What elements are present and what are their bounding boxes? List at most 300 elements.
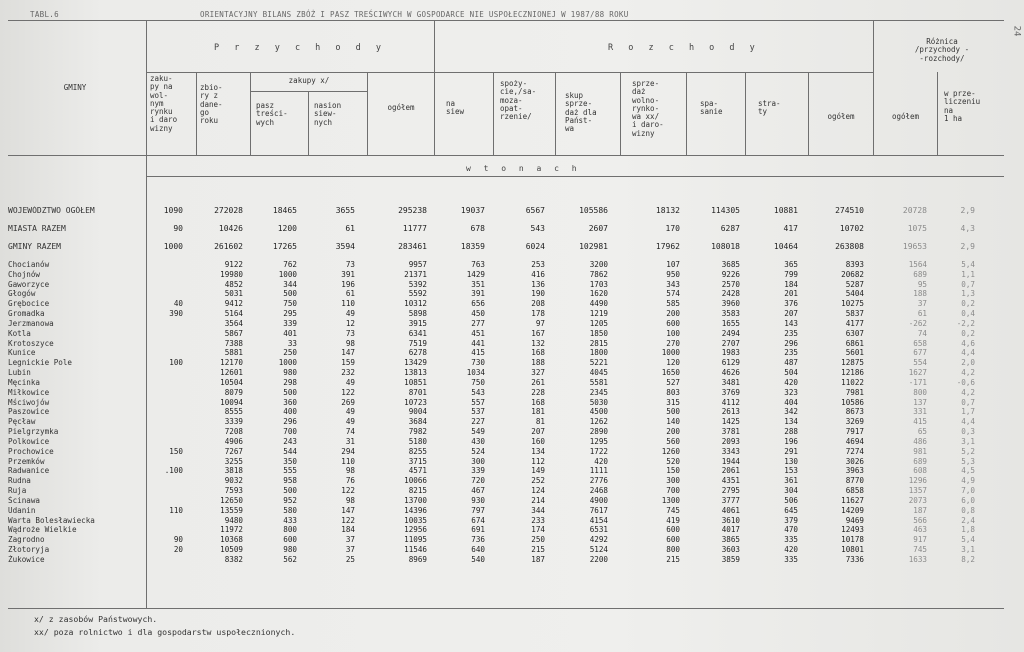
table-cell: 1800 xyxy=(589,348,608,358)
table-cell: 390 xyxy=(169,309,183,319)
table-cell: 451 xyxy=(471,328,485,338)
table-cell: 10723 xyxy=(404,397,427,407)
table-cell: 1219 xyxy=(589,309,608,319)
table-cell: 17962 xyxy=(655,242,680,251)
table-cell: 958 xyxy=(283,476,297,486)
table-cell: 108018 xyxy=(711,242,740,251)
table-cell: 3655 xyxy=(335,206,355,215)
table-cell: 1075 xyxy=(907,224,927,233)
table-cell: 1425 xyxy=(721,417,740,427)
table-cell: 114305 xyxy=(711,206,740,215)
table-cell: 207 xyxy=(531,427,545,437)
table-bottom-rule xyxy=(8,608,1004,609)
table-cell: 168 xyxy=(531,397,545,407)
footnote-2: xx/ poza rolnictwo i dla gospodarstw uspołecznionych. xyxy=(34,627,296,637)
table-cell: 800 xyxy=(283,525,297,535)
table-cell: 585 xyxy=(666,299,680,309)
table-cell: 1296 xyxy=(908,476,927,486)
table-cell: 233 xyxy=(531,515,545,525)
table-cell: 10586 xyxy=(841,397,864,407)
table-cell: 537 xyxy=(471,407,485,417)
table-cell: 487 xyxy=(784,358,798,368)
table-cell: 433 xyxy=(283,515,297,525)
table-cell: 5898 xyxy=(408,309,427,319)
table-cell: 105586 xyxy=(579,206,608,215)
table-cell: 250 xyxy=(283,348,297,358)
table-cell: 149 xyxy=(531,466,545,476)
table-cell: 10801 xyxy=(841,545,864,555)
gmina-name: Radwanice xyxy=(8,466,50,476)
table-cell: 360 xyxy=(283,397,297,407)
table-cell: 19037 xyxy=(460,206,485,215)
table-cell: 450 xyxy=(471,309,485,319)
table-cell: 5,3 xyxy=(961,456,975,466)
table-cell: 720 xyxy=(471,476,485,486)
table-cell: 463 xyxy=(913,525,927,535)
table-cell: -0,6 xyxy=(956,377,975,387)
table-cell: 5404 xyxy=(845,289,864,299)
table-cell: 122 xyxy=(341,515,355,525)
table-cell: 4045 xyxy=(589,368,608,378)
table-cell: 49 xyxy=(345,407,355,417)
table-cell: 296 xyxy=(784,338,798,348)
table-cell: 134 xyxy=(531,446,545,456)
table-cell: 2,4 xyxy=(961,515,975,525)
table-cell: 11546 xyxy=(404,545,427,555)
gmina-name: Kotla xyxy=(8,328,31,338)
gmina-name: Kunice xyxy=(8,348,36,358)
column-rule xyxy=(620,72,621,155)
table-cell: 415 xyxy=(471,348,485,358)
table-cell: 81 xyxy=(535,417,545,427)
table-cell: 184 xyxy=(341,525,355,535)
table-cell: 4154 xyxy=(589,515,608,525)
table-cell: 10094 xyxy=(220,397,243,407)
table-cell: 3255 xyxy=(224,456,243,466)
table-cell: 5581 xyxy=(589,377,608,387)
table-cell: 6129 xyxy=(721,358,740,368)
table-cell: 560 xyxy=(666,436,680,446)
table-cell: 691 xyxy=(471,525,485,535)
table-cell: 3339 xyxy=(224,417,243,427)
table-cell: 981 xyxy=(913,446,927,456)
gmina-name: Grębocice xyxy=(8,299,50,309)
table-cell: 0,2 xyxy=(961,299,975,309)
gmina-name: Męcinka xyxy=(8,377,41,387)
table-cell: 327 xyxy=(531,368,545,378)
table-cell: 283461 xyxy=(398,242,427,251)
table-cell: 762 xyxy=(283,260,297,269)
table-cell: 315 xyxy=(666,397,680,407)
table-cell: 1983 xyxy=(721,348,740,358)
table-cell: 13429 xyxy=(404,358,427,368)
table-cell: 343 xyxy=(666,279,680,289)
column-rule xyxy=(937,72,938,155)
page-number: 24 xyxy=(1011,25,1022,37)
table-cell: 3769 xyxy=(721,387,740,397)
table-cell: 600 xyxy=(666,318,680,328)
table-cell: 2494 xyxy=(721,328,740,338)
gmina-name: MIASTA RAZEM xyxy=(8,224,66,233)
table-cell: 5881 xyxy=(224,348,243,358)
col-header-ogolem-rozchody: ogółem xyxy=(827,112,855,121)
table-cell: 2,9 xyxy=(960,206,975,215)
gmina-name: Legnickie Pole xyxy=(8,358,73,368)
table-cell: 600 xyxy=(666,535,680,545)
table-cell: 2061 xyxy=(721,466,740,476)
table-cell: 4,5 xyxy=(961,466,975,476)
gmina-name: Lubin xyxy=(8,368,31,378)
group-header-przychody: P r z y c h o d y xyxy=(214,43,386,53)
col-header-gminy: GMINY xyxy=(63,83,87,92)
table-cell: 12956 xyxy=(404,525,427,535)
gmina-name: Prochowice xyxy=(8,446,54,456)
table-cell: 3865 xyxy=(721,535,740,545)
table-cell: 4,4 xyxy=(961,348,975,358)
col-header-zbiory: zbio- ry z dane- go roku xyxy=(200,83,223,126)
table-cell: 5124 xyxy=(589,545,608,555)
table-cell: 5592 xyxy=(408,289,427,299)
table-cell: 10426 xyxy=(218,224,243,233)
table-cell: 184 xyxy=(784,279,798,289)
table-cell: 4,2 xyxy=(961,368,975,378)
table-cell: 190 xyxy=(531,289,545,299)
table-cell: 98 xyxy=(345,466,355,476)
table-cell: 227 xyxy=(471,417,485,427)
table-cell: 18465 xyxy=(272,206,297,215)
table-cell: 952 xyxy=(283,495,297,505)
table-cell: 335 xyxy=(784,535,798,545)
table-cell: 2428 xyxy=(721,289,740,299)
table-cell: 339 xyxy=(471,466,485,476)
table-cell: 323 xyxy=(784,387,798,397)
table-cell: 1633 xyxy=(908,554,927,564)
table-cell: 1205 xyxy=(589,318,608,328)
table-cell: 6341 xyxy=(408,328,427,338)
group-header-roznica: Różnica /przychody - -rozchody/ xyxy=(914,37,970,63)
table-cell: 3777 xyxy=(721,495,740,505)
table-cell: 543 xyxy=(471,387,485,397)
col-header-ogolem-przychody: ogółem xyxy=(387,103,415,112)
table-cell: 137 xyxy=(913,397,927,407)
table-cell: 5031 xyxy=(224,289,243,299)
table-cell: 549 xyxy=(471,427,485,437)
table-cell: 401 xyxy=(283,328,297,338)
table-cell: 3026 xyxy=(845,456,864,466)
table-cell: 1000 xyxy=(278,269,297,279)
table-cell: 291 xyxy=(784,446,798,456)
table-cell: 6861 xyxy=(845,338,864,348)
table-cell: 5221 xyxy=(589,358,608,368)
table-cell: 2,0 xyxy=(961,358,975,368)
table-cell: 419 xyxy=(666,515,680,525)
table-cell: 420 xyxy=(594,456,608,466)
table-cell: 730 xyxy=(471,358,485,368)
table-cell: 10851 xyxy=(404,377,427,387)
table-cell: 5,4 xyxy=(961,260,975,269)
table-cell: 3715 xyxy=(408,456,427,466)
przychody-underline xyxy=(146,72,434,73)
table-cell: 208 xyxy=(531,299,545,309)
table-cell: 1300 xyxy=(661,495,680,505)
table-cell: 181 xyxy=(531,407,545,417)
table-cell: 420 xyxy=(784,545,798,555)
table-cell: 1627 xyxy=(908,368,927,378)
table-cell: .100 xyxy=(164,466,183,476)
table-cell: 342 xyxy=(784,407,798,417)
table-cell: 263808 xyxy=(835,242,864,251)
table-cell: 486 xyxy=(913,436,927,446)
table-cell: 4694 xyxy=(845,436,864,446)
table-cell: 640 xyxy=(471,545,485,555)
table-cell: 3594 xyxy=(335,242,355,251)
table-cell: 7336 xyxy=(845,554,864,564)
gmina-name: Gromadka xyxy=(8,309,45,319)
table-cell: 90 xyxy=(173,224,183,233)
gmina-name: Przemków xyxy=(8,456,45,466)
col-header-przeliczenie: w prze- liczeniu na 1 ha xyxy=(944,89,981,123)
table-cell: 658 xyxy=(913,338,927,348)
table-cell: 1295 xyxy=(589,436,608,446)
table-cell: 97 xyxy=(535,318,545,328)
table-cell: 467 xyxy=(471,486,485,496)
table-cell: 2200 xyxy=(589,554,608,564)
table-cell: 3960 xyxy=(721,299,740,309)
table-cell: 500 xyxy=(666,407,680,417)
table-cell: 6,0 xyxy=(961,495,975,505)
table-cell: 37 xyxy=(917,299,927,309)
table-cell: 763 xyxy=(471,260,485,269)
table-cell: 270 xyxy=(666,338,680,348)
gmina-name: Pęcław xyxy=(8,417,36,427)
table-cell: 12170 xyxy=(220,358,243,368)
table-cell: 10464 xyxy=(773,242,798,251)
table-cell: 5837 xyxy=(845,309,864,319)
table-cell: 736 xyxy=(471,535,485,545)
table-cell: 335 xyxy=(784,554,798,564)
table-cell: 6287 xyxy=(720,224,740,233)
gmina-name: Chocianów xyxy=(8,260,50,269)
table-cell: -171 xyxy=(908,377,927,387)
table-cell: 132 xyxy=(531,338,545,348)
gmina-name: Chojnów xyxy=(8,269,41,279)
table-cell: 500 xyxy=(283,289,297,299)
header-bottom-rule xyxy=(8,155,1004,156)
table-cell: 40 xyxy=(173,299,183,309)
table-cell: 295238 xyxy=(398,206,427,215)
col-header-zakupy: zakupy x/ xyxy=(288,76,330,85)
table-cell: 228 xyxy=(531,387,545,397)
table-cell: 3,1 xyxy=(961,545,975,555)
table-cell: 200 xyxy=(666,309,680,319)
table-cell: -262 xyxy=(908,318,927,328)
table-cell: 4500 xyxy=(589,407,608,417)
table-cell: 750 xyxy=(471,377,485,387)
table-cell: 1262 xyxy=(589,417,608,427)
table-cell: 11972 xyxy=(220,525,243,535)
table-cell: 150 xyxy=(666,466,680,476)
table-cell: 470 xyxy=(784,525,798,535)
table-cell: 2776 xyxy=(589,476,608,486)
table-cell: 3818 xyxy=(224,466,243,476)
table-cell: 150 xyxy=(169,446,183,456)
table-cell: 107 xyxy=(666,260,680,269)
table-cell: 2707 xyxy=(721,338,740,348)
col-header-straty: stra- ty xyxy=(758,99,781,117)
table-cell: 160 xyxy=(531,436,545,446)
table-cell: 3583 xyxy=(721,309,740,319)
table-cell: 9032 xyxy=(224,476,243,486)
table-cell: 100 xyxy=(169,358,183,368)
table-cell: 10312 xyxy=(404,299,427,309)
table-cell: 7274 xyxy=(845,446,864,456)
table-cell: 37 xyxy=(345,545,355,555)
table-cell: 9412 xyxy=(224,299,243,309)
table-cell: 253 xyxy=(531,260,545,269)
gmina-name: Zagrodno xyxy=(8,535,45,545)
table-cell: 544 xyxy=(283,446,297,456)
table-cell: 122 xyxy=(341,486,355,496)
footnote-1: x/ z zasobów Państwowych. xyxy=(34,614,158,624)
col-header-sprzedaz: sprze- daż wolno- rynko- wa xx/ i daro- wizny xyxy=(632,79,664,138)
table-cell: 8770 xyxy=(845,476,864,486)
table-cell: 2613 xyxy=(721,407,740,417)
table-cell: 917 xyxy=(913,535,927,545)
table-cell: 188 xyxy=(531,358,545,368)
table-cell: 1655 xyxy=(721,318,740,328)
table-cell: 304 xyxy=(784,486,798,496)
table-cell: 9004 xyxy=(408,407,427,417)
table-cell: 2607 xyxy=(588,224,608,233)
table-cell: 120 xyxy=(666,358,680,368)
column-rule xyxy=(250,72,251,155)
table-cell: 3343 xyxy=(721,446,740,456)
table-cell: 11022 xyxy=(841,377,864,387)
table-cell: 574 xyxy=(666,289,680,299)
table-cell: 9122 xyxy=(224,260,243,269)
table-cell: 49 xyxy=(345,309,355,319)
table-cell: 215 xyxy=(531,545,545,555)
table-cell: 0,4 xyxy=(961,309,975,319)
col-header-na-siew: na siew xyxy=(446,99,465,117)
table-cell: 295 xyxy=(283,309,297,319)
table-cell: 261 xyxy=(531,377,545,387)
table-cell: 18132 xyxy=(655,206,680,215)
table-cell: 562 xyxy=(283,554,297,564)
table-cell: 379 xyxy=(784,515,798,525)
gmina-name: GMINY RAZEM xyxy=(8,242,61,251)
table-cell: 10368 xyxy=(220,535,243,545)
gmina-name: Ruja xyxy=(8,486,27,496)
table-cell: 745 xyxy=(913,545,927,555)
table-cell: 5287 xyxy=(845,279,864,289)
table-cell: 4852 xyxy=(224,279,243,289)
table-cell: 5,4 xyxy=(961,535,975,545)
table-cell: 4906 xyxy=(224,436,243,446)
table-cell: 8215 xyxy=(408,486,427,496)
table-cell: 0,7 xyxy=(961,397,975,407)
table-cell: 187 xyxy=(531,554,545,564)
table-cell: 4,3 xyxy=(960,224,975,233)
table-cell: 500 xyxy=(283,387,297,397)
table-cell: 524 xyxy=(471,446,485,456)
table-cell: 5030 xyxy=(589,397,608,407)
gmina-name: Miłkowice xyxy=(8,387,50,397)
table-cell: 1,3 xyxy=(961,289,975,299)
table-cell: 33 xyxy=(287,338,297,348)
table-cell: 10178 xyxy=(841,535,864,545)
table-cell: 74 xyxy=(345,427,355,437)
table-cell: 296 xyxy=(283,417,297,427)
table-cell: 4,2 xyxy=(961,387,975,397)
table-cell: 12650 xyxy=(220,495,243,505)
table-cell: 261602 xyxy=(214,242,243,251)
table-cell: 300 xyxy=(471,456,485,466)
table-cell: 18359 xyxy=(460,242,485,251)
table-cell: 656 xyxy=(471,299,485,309)
gmina-name: Złotoryja xyxy=(8,545,50,555)
table-cell: 196 xyxy=(784,436,798,446)
gmina-name: Gaworzyce xyxy=(8,279,50,289)
table-cell: 147 xyxy=(341,505,355,515)
table-cell: 600 xyxy=(283,535,297,545)
table-cell: 188 xyxy=(913,289,927,299)
table-cell: 1850 xyxy=(589,328,608,338)
table-cell: 351 xyxy=(471,279,485,289)
table-cell: 344 xyxy=(531,505,545,515)
table-cell: 3963 xyxy=(845,466,864,476)
table-cell: 5867 xyxy=(224,328,243,338)
table-cell: 415 xyxy=(913,417,927,427)
table-cell: 4017 xyxy=(721,525,740,535)
table-cell: 1034 xyxy=(466,368,485,378)
table-cell: 201 xyxy=(784,289,798,299)
table-cell: 61 xyxy=(345,224,355,233)
column-rule xyxy=(493,72,494,155)
table-cell: 19653 xyxy=(902,242,927,251)
table-cell: 10509 xyxy=(220,545,243,555)
gmina-name: Wądroże Wielkie xyxy=(8,525,77,535)
table-cell: 12875 xyxy=(841,358,864,368)
table-cell: 3859 xyxy=(721,554,740,564)
table-cell: 20 xyxy=(173,545,183,555)
table-cell: 74 xyxy=(917,328,927,338)
table-cell: 950 xyxy=(666,269,680,279)
table-cell: 112 xyxy=(531,456,545,466)
table-cell: 7981 xyxy=(845,387,864,397)
table-cell: 1,7 xyxy=(961,407,975,417)
table-cell: 174 xyxy=(531,525,545,535)
table-cell: 300 xyxy=(666,476,680,486)
table-cell: 17265 xyxy=(272,242,297,251)
table-cell: 130 xyxy=(784,456,798,466)
table-cell: 4,4 xyxy=(961,417,975,427)
table-cell: 350 xyxy=(283,456,297,466)
table-cell: 2468 xyxy=(589,486,608,496)
table-cell: 243 xyxy=(283,436,297,446)
table-cell: 1090 xyxy=(163,206,183,215)
table-cell: 9469 xyxy=(845,515,864,525)
table-cell: 20682 xyxy=(841,269,864,279)
table-cell: 417 xyxy=(783,224,798,233)
table-cell: 9957 xyxy=(408,260,427,269)
table-cell: 1000 xyxy=(278,358,297,368)
table-cell: 207 xyxy=(784,309,798,319)
table-cell: 61 xyxy=(917,309,927,319)
table-cell: 143 xyxy=(784,318,798,328)
table-cell: 110 xyxy=(169,505,183,515)
table-cell: -2,2 xyxy=(956,318,975,328)
